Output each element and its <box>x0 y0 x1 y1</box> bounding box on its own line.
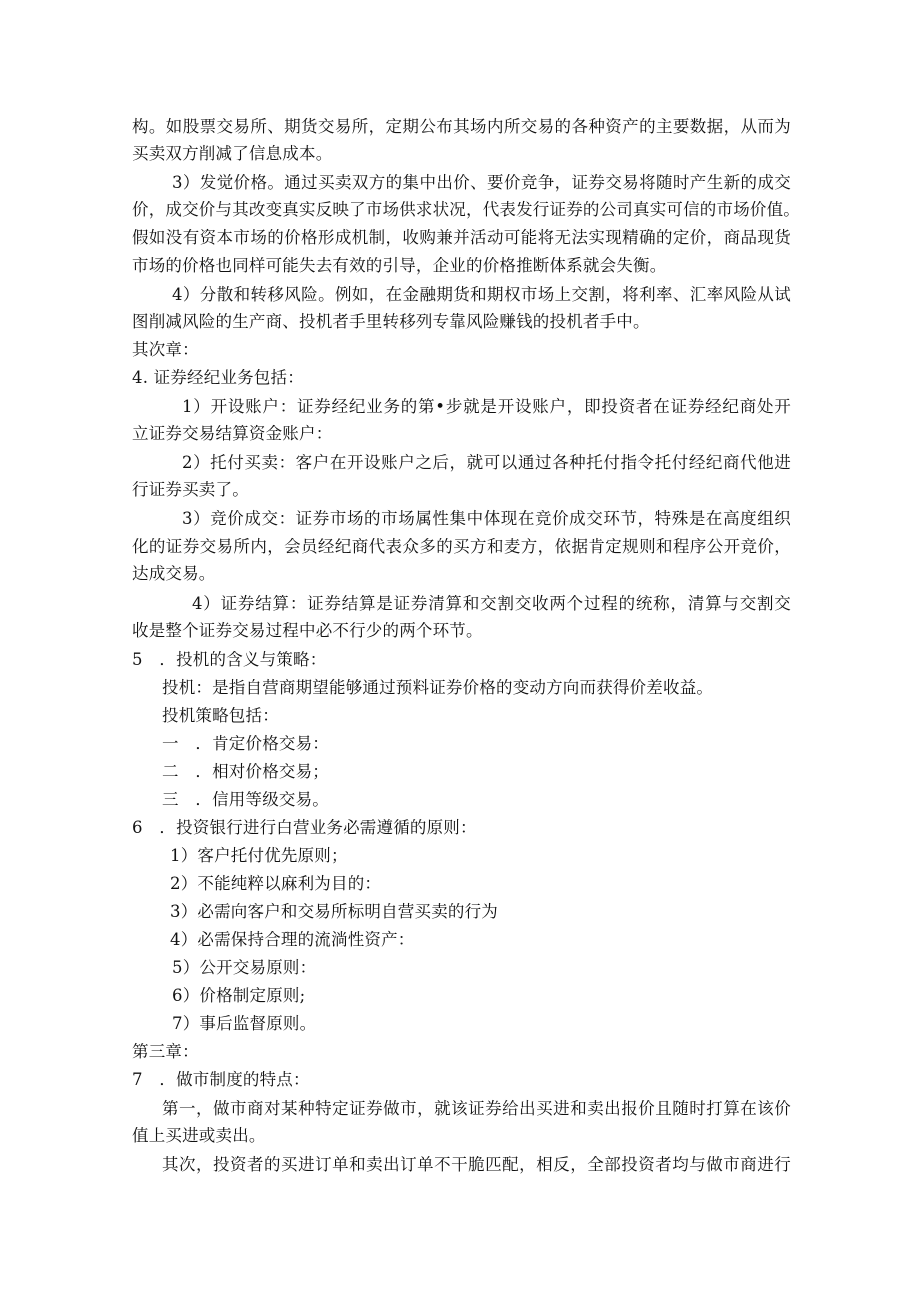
paragraph-line: 投机策略包括： <box>162 706 279 725</box>
list-item: 4）证券结算：证券结算是证券清算和交割交收两个过程的统称，清算与交割交 <box>192 594 791 613</box>
chapter-heading: 其次章： <box>132 340 199 359</box>
chapter-heading: 第三章： <box>132 1042 199 1061</box>
paragraph-line: 值上买进或卖出。 <box>132 1126 266 1145</box>
section-heading: 6 ．投资银行进行白营业务必需遵循的原则： <box>132 818 477 837</box>
list-item: 一 ．肯定价格交易： <box>162 734 329 753</box>
paragraph-line: 达成交易。 <box>132 564 216 583</box>
list-item: 三 ．信用等级交易。 <box>162 790 329 809</box>
paragraph-line: 行证券买卖了。 <box>132 480 249 499</box>
paragraph-line: 第一，做市商对某种特定证券做市，就该证券给出买进和卖出报价且随时打算在该价 <box>162 1099 791 1118</box>
paragraph-line: 构。如股票交易所、期货交易所，定期公布其场内所交易的各种资产的主要数据，从而为 <box>132 117 791 136</box>
paragraph-line: 4）分散和转移风险。例如，在金融期货和期权市场上交割，将利率、汇率风险从试 <box>172 285 791 304</box>
list-item: 3）竞价成交：证券市场的市场属性集中体现在竞价成交环节，特殊是在高度组织 <box>182 509 791 528</box>
paragraph-line: 价，成交价与其改变真实反映了市场供求状况，代表发行证券的公司真实可信的市场价值。 <box>132 200 800 219</box>
paragraph-line: 图削减风险的生产商、投机者手里转移列专靠风险赚钱的投机者手中。 <box>132 312 650 331</box>
paragraph-line: 假如没有资本市场的价格形成机制，收购兼并活动可能将无法实现精确的定价，商品现货 <box>132 228 791 247</box>
paragraph-line: 投机：是指自营商期望能够通过预料证券价格的变动方向而获得价差收益。 <box>162 678 714 697</box>
paragraph-line: 其次，投资者的买进订单和卖出订单不干脆匹配，相反，全部投资者均与做市商进行 <box>162 1155 791 1174</box>
paragraph-line: 立证券交易结算资金账户： <box>132 424 333 443</box>
list-item: 1）开设账户：证券经纪业务的第•步就是开设账户，即投资者在证券经纪商处开 <box>182 397 791 416</box>
list-item: 5）公开交易原则： <box>172 958 317 977</box>
section-heading: 5 ．投机的含义与策略： <box>132 650 327 669</box>
paragraph-line: 3）发觉价格。通过买卖双方的集中出价、要价竞争，证券交易将随时产生新的成交 <box>172 173 791 192</box>
section-heading: 4. 证券经纪业务包括： <box>132 368 304 387</box>
list-item: 1）客户托付优先原则； <box>170 846 348 865</box>
list-item: 二 ．相对价格交易； <box>162 762 329 781</box>
list-item: 7）事后监督原则。 <box>172 1014 317 1033</box>
paragraph-line: 化的证券交易所内，会员经纪商代表众多的买方和麦方，依据肯定规则和程序公开竞价， <box>132 537 791 556</box>
list-item: 2）不能纯粹以麻利为目的： <box>170 874 382 893</box>
section-heading: 7 ．做市制度的特点： <box>132 1070 310 1089</box>
paragraph-line: 买卖双方削减了信息成本。 <box>132 144 333 163</box>
paragraph-line: 市场的价格也同样可能失去有效的引导，企业的价格推断体系就会失衡。 <box>132 256 667 275</box>
list-item: 3）必需向客户和交易所标明自营买卖的行为 <box>170 902 498 921</box>
list-item: 2）托付买卖：客户在开设账户之后，就可以通过各种托付指令托付经纪商代他进 <box>182 453 791 472</box>
list-item: 6）价格制定原则; <box>172 986 306 1005</box>
paragraph-line: 收是整个证券交易过程中必不行少的两个环节。 <box>132 621 483 640</box>
list-item: 4）必需保持合理的流淌性资产： <box>170 930 415 949</box>
